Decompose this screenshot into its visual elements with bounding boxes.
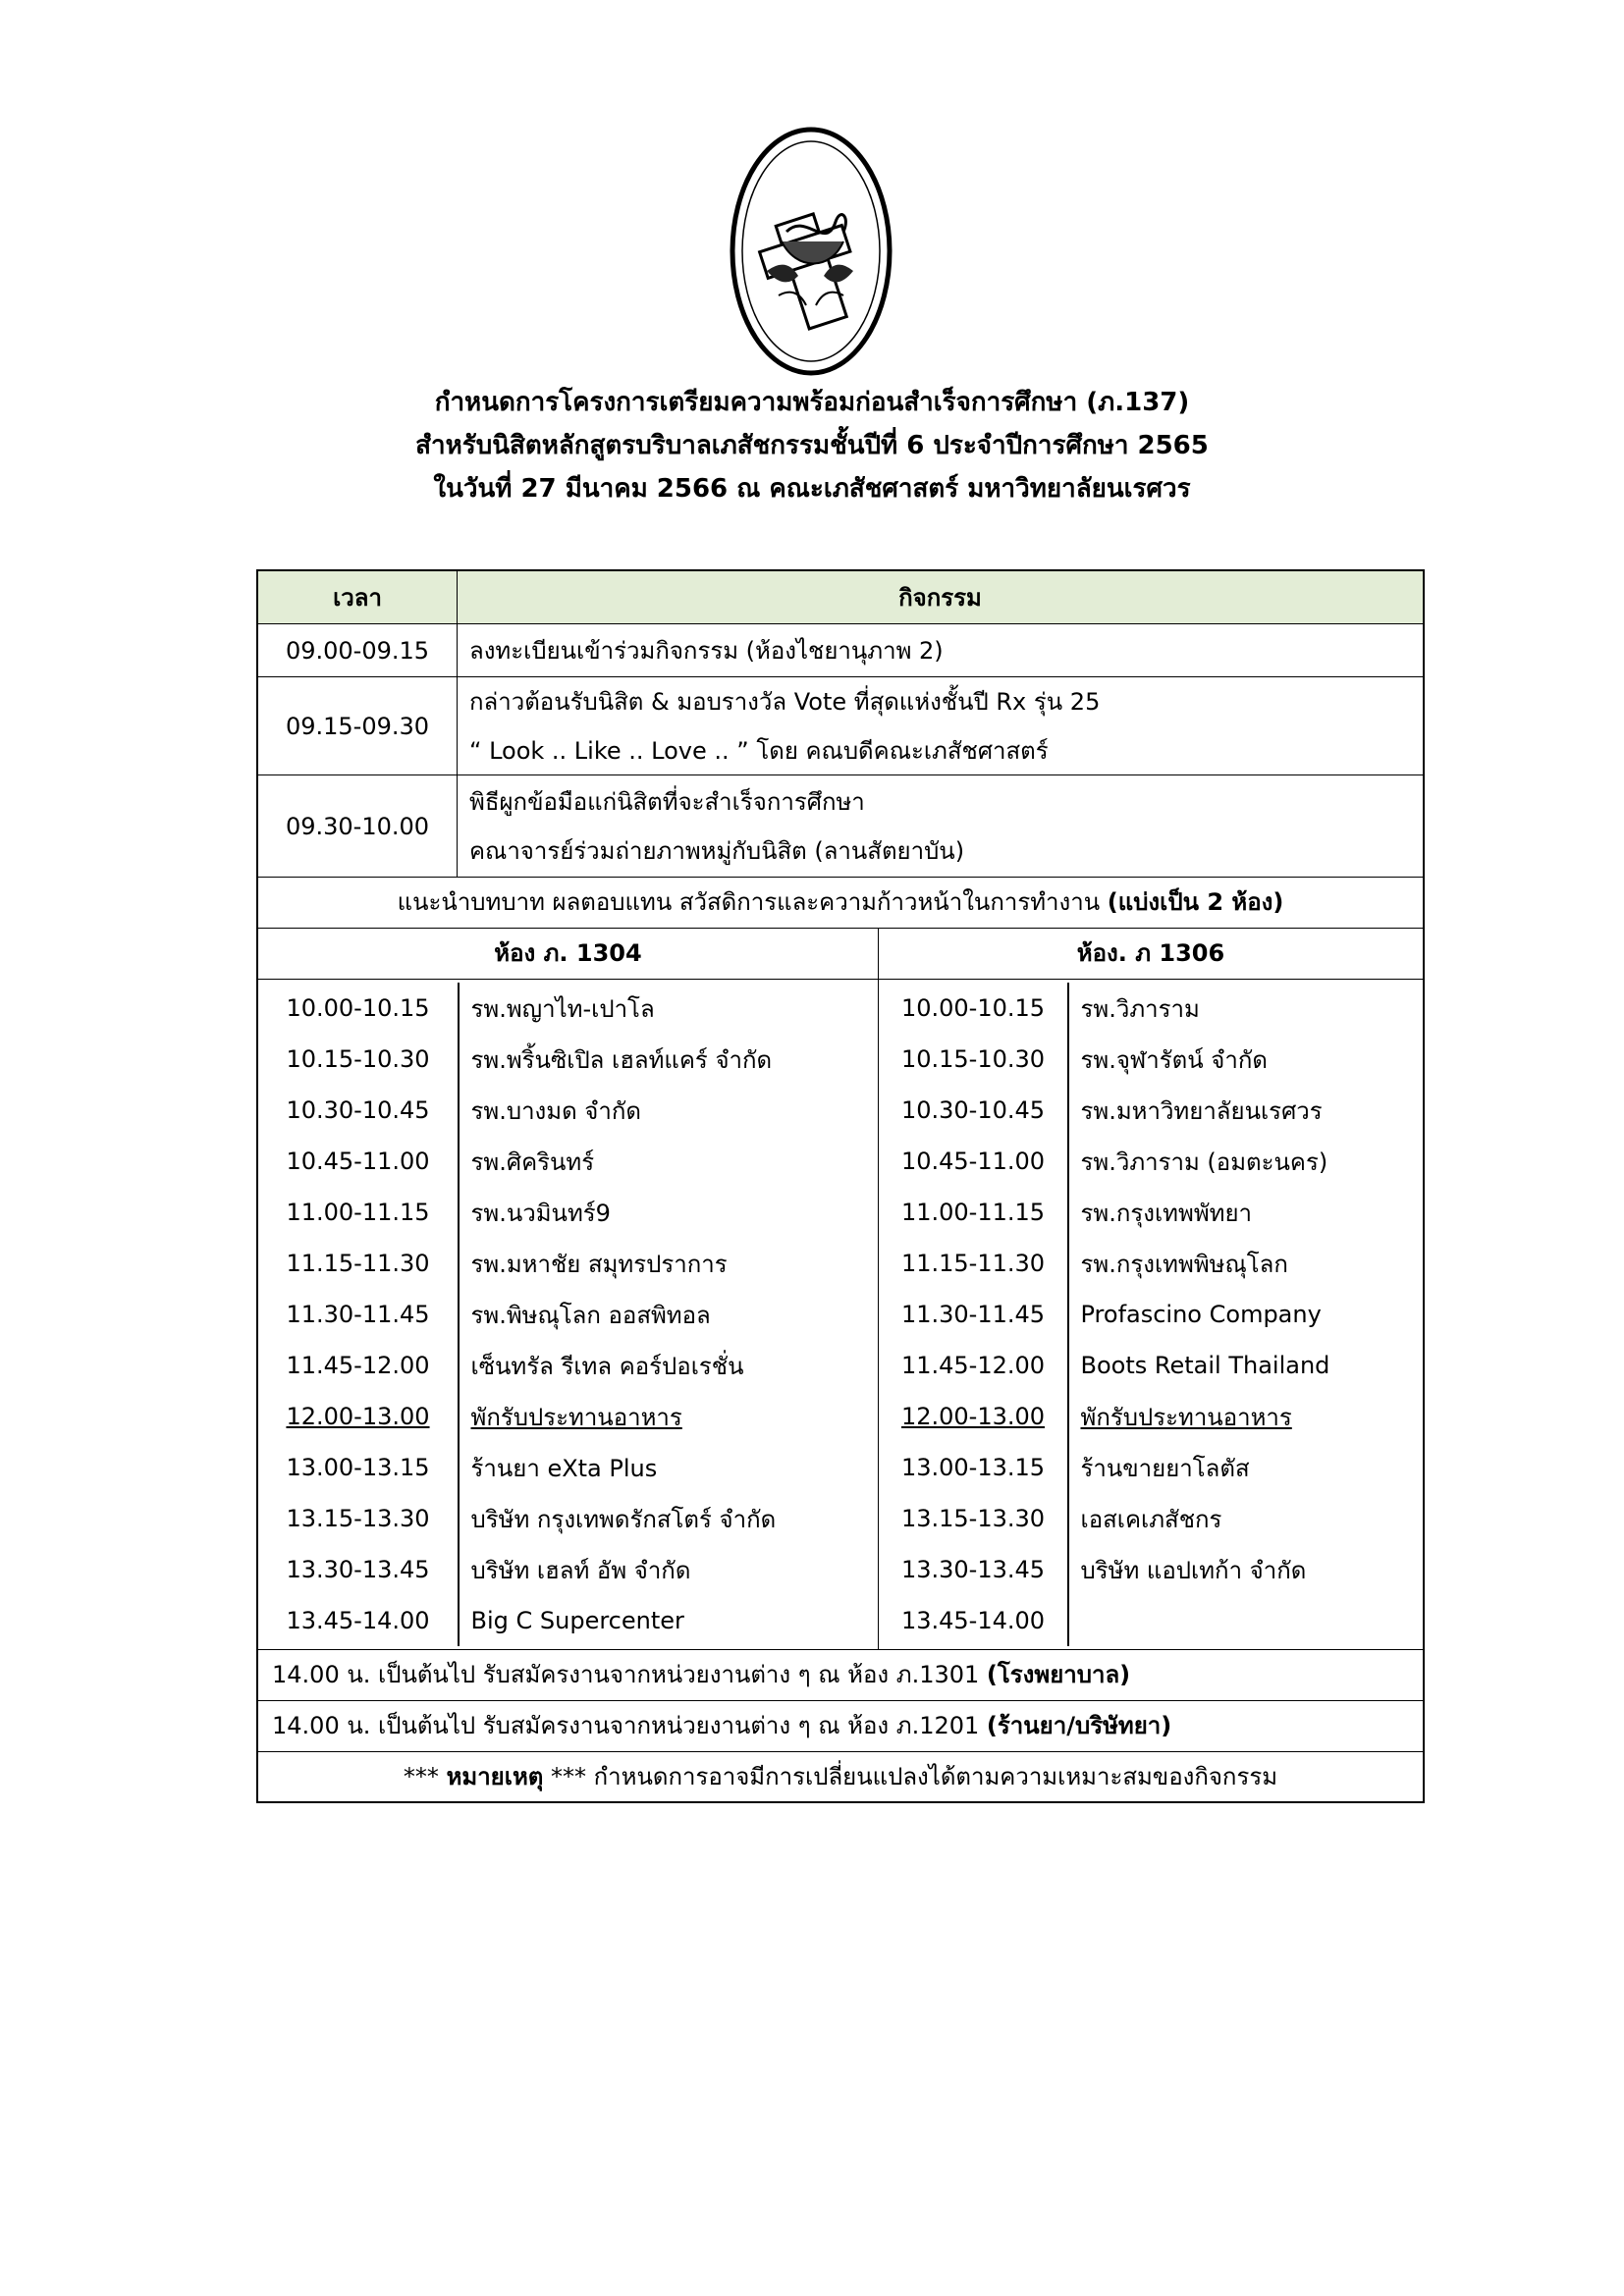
recruit-text: 14.00 น. เป็นต้นไป รับสมัครงานจากหน่วยงานต่าง ๆ ณ ห้อง ภ.1201 (ร้านยา/บริษัทยา) [272, 1712, 1172, 1739]
slot-time: 10.45-11.00 [900, 1148, 1046, 1175]
note-text: *** หมายเหตุ *** กำหนดการอาจมีการเปลี่ยนแปลงได้ตามความเหมาะสมของกิจกรรม [403, 1763, 1278, 1790]
slot-name: บริษัท กรุงเทพดรักสโตร์ จำกัด [470, 1505, 777, 1533]
table-row [258, 677, 1423, 775]
schedule-slot [258, 1187, 878, 1238]
schedule-slot [258, 1034, 878, 1085]
slot-time: 10.30-10.45 [286, 1096, 430, 1124]
faculty-seal-logo [728, 124, 894, 379]
recruit-text: 14.00 น. เป็นต้นไป รับสมัครงานจากหน่วยงานต่าง ๆ ณ ห้อง ภ.1301 (โรงพยาบาล) [272, 1661, 1131, 1688]
schedule-slot [879, 1544, 1423, 1595]
table-row [258, 624, 1423, 677]
schedule-slot [879, 1085, 1423, 1136]
slot-name: เอสเคเภสัชกร [1080, 1505, 1222, 1533]
slot-name: รพ.กรุงเทพพัทยา [1080, 1199, 1253, 1227]
activity-line: คณาจารย์ร่วมถ่ายภาพหมู่กับนิสิต (ลานสัตยาบัน) [469, 836, 965, 865]
schedule-slot [879, 1136, 1423, 1187]
slot-name: รพ.วิภาราม (อมตะนคร) [1080, 1148, 1328, 1176]
row-time: 09.30-10.00 [258, 775, 458, 877]
slot-time: 13.45-14.00 [286, 1607, 430, 1634]
slot-time: 10.15-10.30 [900, 1045, 1046, 1073]
slot-time: 11.15-11.30 [286, 1250, 430, 1277]
slot-name: รพ.พิษณุโลก ออสพิทอล [470, 1301, 711, 1329]
title-line-1: กำหนดการโครงการเตรียมความพร้อมก่อนสำเร็จการศึกษา (ภ.137) [434, 388, 1190, 417]
slot-name: ร้านยา eXta Plus [470, 1454, 658, 1482]
slot-time: 11.30-11.45 [286, 1301, 430, 1328]
row-time: 09.15-09.30 [258, 677, 458, 774]
slot-name: รพ.ศิครินทร์ [470, 1148, 595, 1176]
recruit-row [258, 1650, 1423, 1701]
note-row [258, 1752, 1423, 1801]
slot-time: 11.15-11.30 [900, 1250, 1046, 1277]
room-1-schedule [258, 980, 879, 1649]
schedule-slot [258, 1340, 878, 1391]
slot-name: รพ.พริ้นซิเปิล เฮลท์แคร์ จำกัด [470, 1045, 773, 1074]
slot-time: 13.30-13.45 [900, 1556, 1046, 1583]
schedule-slot [258, 1238, 878, 1289]
slot-name: รพ.บางมด จำกัด [470, 1096, 641, 1125]
slot-name: พักรับประทานอาหาร [1080, 1403, 1292, 1431]
schedule-slot [258, 1442, 878, 1493]
row-activity [458, 775, 1423, 877]
room-2-title: ห้อง. ภ 1306 [1076, 939, 1225, 967]
slot-name: รพ.มหาชัย สมุทรปราการ [470, 1250, 728, 1278]
schedule-slot [258, 1544, 878, 1595]
schedule-slot [879, 1595, 1423, 1646]
schedule-slot [879, 1034, 1423, 1085]
slot-time: 11.45-12.00 [900, 1352, 1046, 1379]
room-1-title: ห้อง ภ. 1304 [258, 929, 879, 979]
slot-time: 10.45-11.00 [286, 1148, 430, 1175]
row-activity [458, 677, 1423, 774]
activity-line: พิธีผูกข้อมือแก่นิสิตที่จะสำเร็จการศึกษา [469, 787, 865, 816]
schedule-slot [879, 983, 1423, 1034]
slot-name: รพ.มหาวิทยาลัยนเรศวร [1080, 1096, 1323, 1125]
schedule-slot [258, 1493, 878, 1544]
document-title-block [0, 381, 1624, 510]
table-row [258, 775, 1423, 878]
slot-name: Big C Supercenter [470, 1607, 684, 1634]
slot-name: รพ.นวมินทร์9 [470, 1199, 611, 1227]
slot-time: 10.00-10.15 [900, 994, 1046, 1022]
slot-time: 11.30-11.45 [900, 1301, 1046, 1328]
slot-name: บริษัท เฮลท์ อัพ จำกัด [470, 1556, 691, 1584]
slot-time: 13.30-13.45 [286, 1556, 430, 1583]
activity-line: “ Look .. Like .. Love .. ” โดย คณบดีคณะเภสัชศาสตร์ [469, 736, 1049, 765]
schedule-slot [258, 1391, 878, 1442]
schedule-slot [879, 1391, 1423, 1442]
schedule-table [256, 569, 1425, 1803]
slot-name: รพ.จุฬารัตน์ จำกัด [1080, 1045, 1268, 1074]
schedule-slot [258, 1136, 878, 1187]
slot-name: รพ.กรุงเทพพิษณุโลก [1080, 1250, 1288, 1278]
slot-name: ร้านขายยาโลตัส [1080, 1454, 1250, 1482]
slot-name: เซ็นทรัล รีเทล คอร์ปอเรชั่น [470, 1352, 744, 1380]
row-time: 09.00-09.15 [258, 624, 458, 676]
slot-time: 13.15-13.30 [900, 1505, 1046, 1532]
recruit-row [258, 1701, 1423, 1752]
slot-time: 13.15-13.30 [286, 1505, 430, 1532]
schedule-slot [879, 1187, 1423, 1238]
schedule-slot [258, 1085, 878, 1136]
title-line-2: สำหรับนิสิตหลักสูตรบริบาลเภสัชกรรมชั้นปีที่ 6 ประจำปีการศึกษา 2565 [415, 431, 1209, 460]
slot-name: บริษัท แอปเทก้า จำกัด [1080, 1556, 1307, 1584]
schedule-slot [258, 983, 878, 1034]
slot-name: Boots Retail Thailand [1080, 1352, 1330, 1379]
slot-name: รพ.วิภาราม [1080, 994, 1200, 1023]
schedule-slot [258, 1595, 878, 1646]
table-header-row [258, 571, 1423, 624]
room-schedules [258, 980, 1423, 1650]
schedule-slot [879, 1340, 1423, 1391]
slot-time: 10.00-10.15 [286, 994, 430, 1022]
header-activity: กิจกรรม [898, 583, 982, 612]
slot-divider [1067, 1595, 1069, 1646]
slot-time: 10.30-10.45 [900, 1096, 1046, 1124]
slot-name: พักรับประทานอาหาร [470, 1403, 682, 1431]
room-2-schedule [879, 980, 1423, 1649]
intro-text: แนะนำบทบาท ผลตอบแทน สวัสดิการและความก้าวหน้าในการทำงาน (แบ่งเป็น 2 ห้อง) [397, 888, 1284, 916]
activity-line: กล่าวต้อนรับนิสิต & มอบรางวัล Vote ที่สุดแห่งชั้นปี Rx รุ่น 25 [469, 687, 1101, 716]
title-line-3: ในวันที่ 27 มีนาคม 2566 ณ คณะเภสัชศาสตร์ มหาวิทยาลัยนเรศวร [433, 474, 1191, 504]
slot-time: 13.00-13.15 [900, 1454, 1046, 1481]
slot-name: Profascino Company [1080, 1301, 1322, 1328]
slot-time: 13.45-14.00 [900, 1607, 1046, 1634]
schedule-slot [879, 1442, 1423, 1493]
slot-time: 11.45-12.00 [286, 1352, 430, 1379]
intro-row [258, 878, 1423, 929]
slot-time: 12.00-13.00 [286, 1403, 430, 1430]
schedule-slot [879, 1289, 1423, 1340]
schedule-slot [879, 1493, 1423, 1544]
slot-time: 11.00-11.15 [900, 1199, 1046, 1226]
slot-time: 13.00-13.15 [286, 1454, 430, 1481]
header-time: เวลา [258, 571, 458, 623]
slot-time: 11.00-11.15 [286, 1199, 430, 1226]
schedule-slot [879, 1238, 1423, 1289]
slot-time: 10.15-10.30 [286, 1045, 430, 1073]
room-header-row [258, 929, 1423, 980]
slot-name: รพ.พญาไท-เปาโล [470, 994, 655, 1023]
schedule-slot [258, 1289, 878, 1340]
activity-line: ลงทะเบียนเข้าร่วมกิจกรรม (ห้องไชยานุภาพ 2) [469, 636, 944, 665]
slot-time: 12.00-13.00 [900, 1403, 1046, 1430]
row-activity [458, 624, 1423, 676]
